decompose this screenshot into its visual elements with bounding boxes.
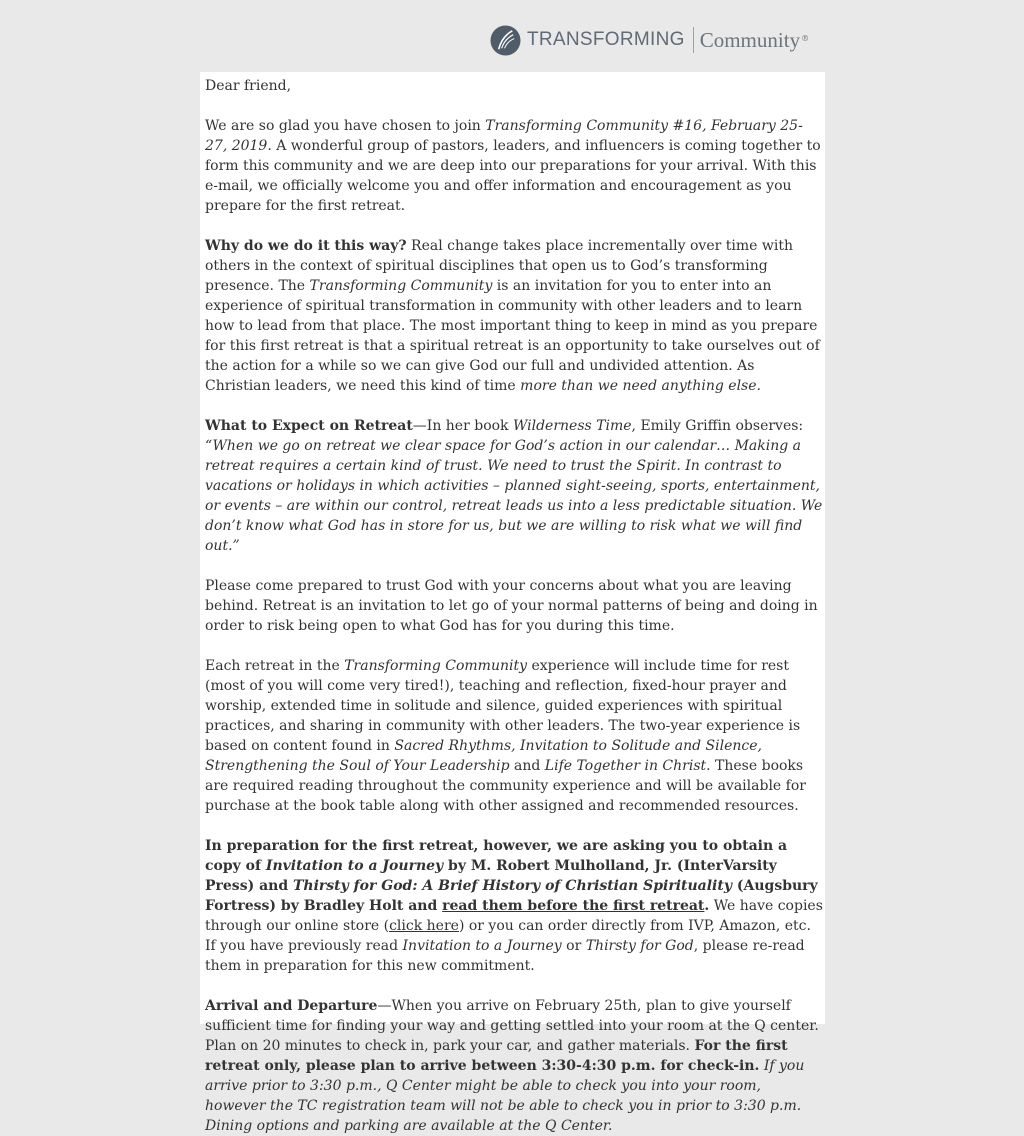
why-paragraph [205, 236, 823, 396]
transforming-community-logo[interactable] [490, 24, 809, 56]
text: , Emily Griffin observes: [631, 418, 804, 434]
arrival-paragraph [205, 996, 823, 1136]
book-title: Invitation to a Journey [265, 858, 444, 874]
email-body [200, 72, 825, 1134]
section-heading: What to Expect on Retreat [205, 418, 413, 434]
text: . These books are required reading throughout the community experience and will be available for purchase at the book table along with other assigned and recommended resources. [205, 758, 806, 814]
event-name: Transforming Community #16, February 25-27, 2019. [205, 118, 803, 154]
bold-text: . [704, 898, 710, 914]
book-title: Thirsty for God [585, 938, 694, 954]
store-link[interactable]: click here [389, 918, 459, 934]
section-heading: Why do we do it this way? [205, 238, 407, 254]
text: is an invitation for you to enter into an experience of spiritual transformation in community with other leaders and to learn how to lead from that place. The most important thing to keep in mind as you prepare for this first retreat is that a spiritual retreat is an opportunity to take ourselves out of the action for a while so we can give God our full and undivided attention. As Christian leaders, we need this kind of time [205, 278, 820, 394]
text: or [561, 938, 586, 954]
text: Real change takes place incrementally over time with others in the context of spiritual disciplines that open us to God’s transforming presence. The [205, 238, 793, 294]
section-heading: Arrival and Departure [205, 998, 378, 1014]
email-content [200, 72, 825, 1136]
text: Each retreat in the [205, 658, 345, 674]
expect-paragraph [205, 416, 823, 556]
logo-primary-text: TRANSFORMING [527, 29, 685, 50]
text: In her book [426, 418, 513, 434]
logo-secondary-text: Community [699, 27, 801, 52]
dash: — [412, 418, 427, 434]
program-name: Transforming Community [309, 278, 493, 294]
underlined-instruction: read them before the first retreat [442, 898, 705, 914]
registered-mark: ® [801, 33, 810, 43]
book-titles: Sacred Rhythms, Invitation to Solitude and Silence, Strengthening the Soul of Your Leadership [205, 738, 762, 774]
text: We are so glad you have chosen to join [205, 118, 486, 134]
bold-text: In preparation for the first retreat, however, we are asking you to obtain a copy of [205, 838, 788, 874]
book-title: Thirsty for God: A Brief History of Christian Spirituality [293, 878, 732, 894]
emphasis-text: more than we need anything else. [520, 378, 761, 394]
preparation-paragraph [205, 836, 823, 976]
each-retreat-paragraph [205, 656, 823, 816]
greeting: Dear friend, [205, 78, 292, 94]
italic-text: If you arrive prior to 3:30 p.m., Q Center might be able to check you into your room, however the TC registration team will not be able to check you in prior to 3:30 p.m. Dining options and parking are available at the Q Center. [205, 1058, 805, 1134]
email-header [0, 0, 1024, 72]
trust-paragraph: Please come prepared to trust God with your concerns about what you are leaving behind. Retreat is an invitation to let go of your normal patterns of being and doing in order to risk being open to what God has for you during this time. [205, 578, 818, 634]
book-title: Life Together in Christ [544, 758, 707, 774]
book-title: Invitation to a Journey [402, 938, 562, 954]
text: , please re-read them in preparation for this new commitment. [205, 938, 805, 974]
welcome-paragraph [205, 116, 823, 216]
text: experience will include time for rest (most of you will come very tired!), teaching and reflection, fixed-hour prayer and worship, extended time in solitude and silence, guided experiences with spiritual practices, and sharing in community with other leaders. The two-year experience is based on content found in [205, 658, 801, 754]
logo-divider [693, 27, 694, 53]
bold-text: by M. Robert Mulholland, Jr. (InterVarsity Press) and [205, 858, 777, 894]
dash: — [377, 998, 392, 1014]
program-name: Transforming Community [344, 658, 528, 674]
bold-text: For the first retreat only, please plan to arrive between 3:30-4:30 p.m. for check-in. [205, 1038, 788, 1074]
text: and [509, 758, 545, 774]
book-title: Wilderness Time [513, 418, 632, 434]
text: When you arrive on February 25th, plan to give yourself sufficient time for finding your way and getting settled into your room at the Q center. Plan on 20 minutes to check in, park your car, and gather materials. [205, 998, 819, 1054]
leaf-logo-icon [490, 25, 521, 56]
bold-text: (Augsbury Fortress) by Bradley Holt and [205, 878, 818, 914]
text: A wonderful group of pastors, leaders, and influencers is coming together to form this community and we are deep into our preparations for your arrival. With this e-mail, we officially welcome you and offer information and encouragement as you prepare for the first retreat. [205, 138, 821, 214]
text: ) or you can order directly from IVP, Amazon, etc. If you have previously read [205, 918, 811, 954]
text: We have copies through our online store ( [205, 898, 823, 934]
quote: “When we go on retreat we clear space for God’s action in our calendar… Making a retreat requires a certain kind of trust. We need to trust the Spirit. In contrast to vacations or holidays in which activities – planned sight-seeing, sports, entertainment, or events – are within our control, retreat leads us into a less predictable situation. We don’t know what God has in store for us, but we are willing to risk what we will find out.” [205, 438, 823, 554]
